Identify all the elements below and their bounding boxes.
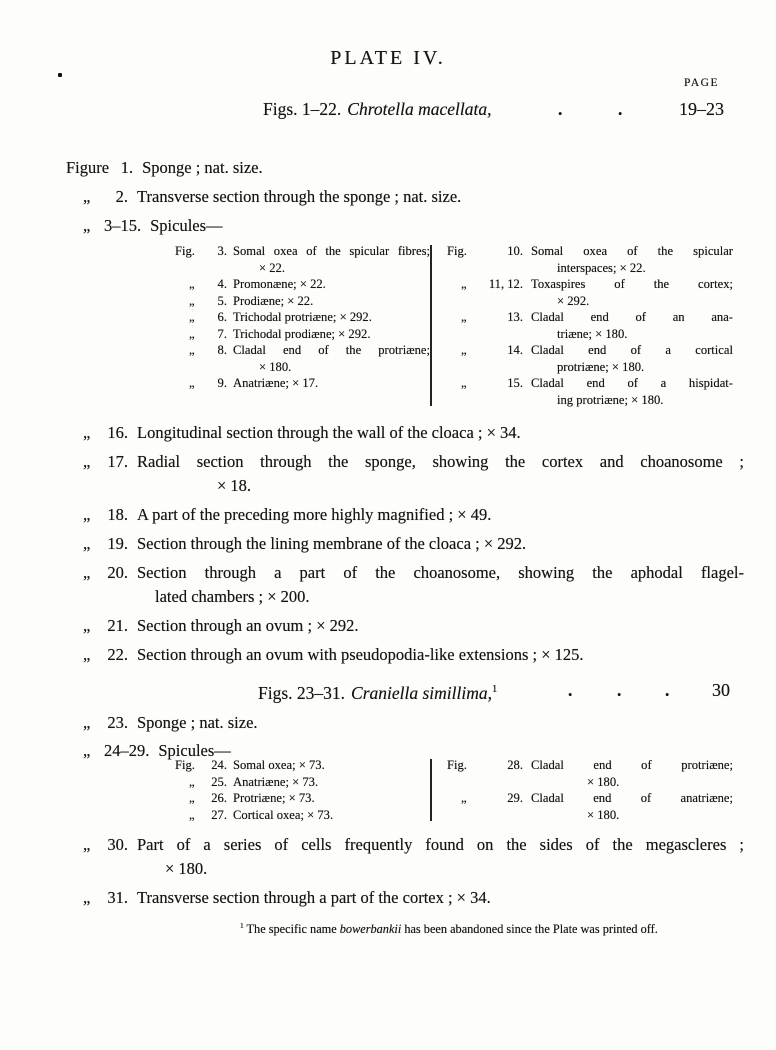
figure-entry (66, 421, 744, 445)
figure-word: Figure (66, 158, 110, 177)
description-continuation: × 180. (587, 807, 620, 822)
ditto-mark: „ (83, 187, 91, 206)
figure-number: 2. (115, 187, 128, 206)
figure-description: Anatriæne; × 17. (233, 376, 319, 390)
figure-entry (66, 614, 744, 638)
description-continuation: × 18. (217, 476, 252, 495)
footnote (240, 918, 692, 937)
description-line: Part of a series of cells frequently found on the sides of the megascleres ; (137, 835, 744, 854)
page-column-header: PAGE (684, 77, 719, 89)
fig-abbrev: Fig. (447, 244, 467, 258)
description-continuation: lated chambers ; × 200. (155, 587, 310, 606)
description-continuation: protriæne; × 180. (557, 359, 645, 374)
description-line: Cladal end of a cortical (531, 343, 733, 357)
footnote-species-name: bowerbankii (339, 922, 402, 937)
spicule-entry (175, 309, 430, 326)
footnote-marker: 1 (240, 921, 244, 930)
figure-description: Anatriæne; × 73. (233, 774, 319, 789)
figure-number: 24. (211, 758, 227, 772)
spicule-entry (447, 276, 733, 309)
spicule-entry (447, 790, 733, 823)
heading-text (258, 677, 497, 706)
ditto-mark: „ (83, 616, 91, 635)
description-line: Cladal end of an ana- (531, 310, 733, 324)
figure-description: Section through an ovum ; × 292. (137, 616, 359, 635)
description-continuation: ing protriæne; × 180. (557, 392, 664, 407)
description-continuation: × 22. (259, 260, 285, 275)
spicule-column-left (175, 757, 430, 823)
figure-number: 19. (107, 534, 128, 553)
figure-description (128, 561, 744, 609)
spicule-entry (175, 790, 430, 807)
figure-number: 11, 12. (488, 277, 523, 291)
figure-description: Prodiæne; × 22. (233, 293, 314, 308)
species-name: Craniella simillima, (351, 682, 493, 703)
figure-entry (66, 185, 744, 209)
ditto-mark: „ (189, 791, 195, 805)
ditto-mark: „ (83, 563, 91, 582)
figure-number: 25. (211, 774, 227, 789)
figure-entry (66, 833, 744, 881)
spicule-entry (175, 807, 430, 824)
ditto-mark: „ (83, 835, 91, 854)
ditto-mark: „ (189, 293, 195, 308)
fig-abbrev: Fig. (447, 758, 467, 772)
figure-range-heading-2 (0, 677, 776, 703)
spicule-entry (175, 293, 430, 310)
figure-description: Sponge ; nat. size. (137, 713, 258, 732)
figure-entry (66, 503, 744, 527)
figure-number: 7. (217, 326, 227, 341)
ditto-mark: „ (83, 423, 91, 442)
figure-description: Section through the lining membrane of the cloaca ; × 292. (137, 534, 527, 553)
figure-entry (66, 450, 744, 498)
figure-number: 5. (217, 293, 227, 308)
figure-number: 31. (107, 888, 128, 907)
figure-description: Trichodal protriæne; × 292. (233, 310, 372, 324)
figure-description (523, 276, 733, 309)
figure-number: 17. (107, 452, 128, 471)
spicule-column-right (432, 757, 733, 823)
figure-description: Transverse section through the sponge ; nat. size. (137, 187, 462, 206)
leader-dot: . (618, 99, 623, 119)
spicule-entry (175, 757, 430, 774)
figure-number: 6. (217, 310, 227, 324)
figure-description (227, 342, 430, 375)
description-line: Somal oxea of the spicular fibres; (233, 244, 430, 258)
footnote-reference: 1 (492, 684, 498, 695)
spicule-columns-1 (175, 243, 748, 408)
figure-number: 9. (217, 376, 227, 390)
figure-entry (66, 156, 744, 180)
figure-number: 24–29. (104, 741, 150, 760)
ditto-mark: „ (461, 791, 467, 805)
figure-description (523, 790, 733, 823)
description-continuation: triæne; × 180. (557, 326, 628, 341)
ditto-mark: „ (83, 741, 91, 760)
figure-description: A part of the preceding more highly magnified ; × 49. (137, 505, 492, 524)
figure-entry (66, 643, 744, 667)
figure-description: Section through an ovum with pseudopodia-like extensions ; × 125. (137, 645, 584, 664)
ink-speck (58, 73, 62, 77)
spicule-entry (175, 774, 430, 791)
plate-title: PLATE IV. (330, 47, 446, 69)
figure-description: Spicules— (150, 216, 223, 235)
page-number: 19–23 (679, 99, 724, 119)
figure-number: 3. (217, 244, 227, 258)
figs-range-label: Figs. 23–31. (258, 682, 346, 703)
description-line: Section through a part of the choanosome, showing the aphodal flagel- (137, 563, 744, 582)
figure-entry (66, 561, 744, 609)
description-continuation: × 180. (587, 774, 620, 789)
figure-range-heading-1 (0, 96, 776, 122)
figure-number: 3–15. (104, 216, 142, 235)
figure-description: Transverse section through a part of the cortex ; × 34. (137, 888, 491, 907)
ditto-mark: „ (189, 343, 195, 357)
description-line: Cladal end of protriæne; (531, 758, 733, 772)
figure-number: 28. (507, 758, 523, 772)
figure-number: 10. (507, 244, 523, 258)
ditto-mark: „ (83, 888, 91, 907)
spicule-columns-2 (175, 757, 748, 823)
ditto-mark: „ (83, 505, 91, 524)
figure-description (128, 450, 744, 498)
spicule-entry (447, 243, 733, 276)
leader-dot: . (617, 680, 622, 700)
figure-list (66, 156, 744, 238)
figure-number: 4. (217, 277, 227, 291)
spicule-entry (447, 375, 733, 408)
spicule-entry (175, 342, 430, 375)
ditto-mark: „ (189, 277, 195, 291)
figure-description: Protriæne; × 73. (233, 791, 315, 805)
ditto-mark: „ (461, 343, 467, 357)
spicule-column-right (432, 243, 733, 408)
footnote-text: has been abandoned since the Plate was printed off. (404, 922, 658, 937)
spicule-entry (447, 309, 733, 342)
heading-text (263, 96, 491, 122)
figure-number: 29. (507, 791, 523, 805)
species-name: Chrotella macellata, (347, 99, 492, 119)
figure-description: Spicules— (158, 741, 231, 760)
figure-description (523, 342, 733, 375)
ditto-mark: „ (189, 310, 195, 324)
figure-description: Longitudinal section through the wall of the cloaca ; × 34. (137, 423, 521, 442)
figure-number: 20. (107, 563, 128, 582)
figure-number: 1. (120, 158, 134, 177)
leader-dot: . (665, 680, 670, 700)
figure-description: Sponge ; nat. size. (142, 158, 263, 177)
ditto-mark: „ (83, 452, 91, 471)
description-line: Toxaspires of the cortex; (531, 277, 733, 291)
spicule-entry (447, 757, 733, 790)
figure-description: Trichodal prodiæne; × 292. (233, 326, 371, 341)
description-continuation: interspaces; × 22. (557, 260, 646, 275)
footnote-text: The specific name (246, 922, 337, 937)
figure-description: Promonæne; × 22. (233, 277, 326, 291)
figure-list (66, 711, 744, 763)
figure-number: 27. (211, 807, 227, 822)
figure-description (227, 243, 430, 276)
description-line: Cladal end of anatriæne; (531, 791, 733, 805)
figure-description (128, 833, 744, 881)
figure-number: 13. (507, 310, 523, 324)
spicule-entry (175, 276, 430, 293)
ditto-mark: „ (461, 376, 467, 390)
description-line: Radial section through the sponge, showing the cortex and choanosome ; (137, 452, 744, 471)
figure-number: 30. (107, 835, 128, 854)
ditto-mark: „ (461, 277, 467, 291)
fig-abbrev: Fig. (175, 244, 195, 258)
description-continuation: × 180. (259, 359, 292, 374)
figure-description: Cortical oxea; × 73. (233, 807, 334, 822)
spicule-column-left (175, 243, 430, 408)
ditto-mark: „ (189, 807, 195, 822)
figs-range-label: Figs. 1–22. (263, 99, 342, 119)
figure-entry (66, 532, 744, 556)
figure-description (523, 309, 733, 342)
spicule-entry (175, 326, 430, 343)
ditto-mark: „ (189, 774, 195, 789)
figure-list (66, 421, 744, 667)
ditto-mark: „ (461, 310, 467, 324)
figure-number: 26. (211, 791, 227, 805)
description-continuation: × 180. (165, 859, 208, 878)
spicule-entry (447, 342, 733, 375)
page-number: 30 (712, 680, 730, 700)
figure-list (66, 833, 744, 910)
ditto-mark: „ (83, 713, 91, 732)
description-line: Cladal end of a hispidat- (531, 376, 733, 390)
figure-number: 21. (107, 616, 128, 635)
figure-number: 23. (107, 713, 128, 732)
figure-entry (66, 214, 744, 238)
figure-number: 16. (107, 423, 128, 442)
figure-description (523, 243, 733, 276)
figure-entry (66, 886, 744, 910)
figure-number: 22. (107, 645, 128, 664)
fig-abbrev: Fig. (175, 758, 195, 772)
figure-number: 8. (217, 343, 227, 357)
leader-dot: . (558, 99, 563, 119)
spicule-entry (175, 375, 430, 392)
figure-number: 15. (507, 376, 523, 390)
figure-number: 18. (107, 505, 128, 524)
figure-description (523, 375, 733, 408)
description-line: Cladal end of the protriæne; (233, 343, 430, 357)
leader-dot: . (568, 680, 573, 700)
ditto-mark: „ (189, 326, 195, 341)
figure-number: 14. (507, 343, 523, 357)
description-continuation: × 292. (557, 293, 590, 308)
spicule-entry (175, 243, 430, 276)
ditto-mark: „ (189, 376, 195, 390)
ditto-mark: „ (83, 534, 91, 553)
figure-entry (66, 711, 744, 735)
figure-description (523, 757, 733, 790)
ditto-mark: „ (83, 216, 91, 235)
ditto-mark: „ (83, 645, 91, 664)
description-line: Somal oxea of the spicular (531, 244, 733, 258)
figure-description: Somal oxea; × 73. (233, 758, 325, 772)
